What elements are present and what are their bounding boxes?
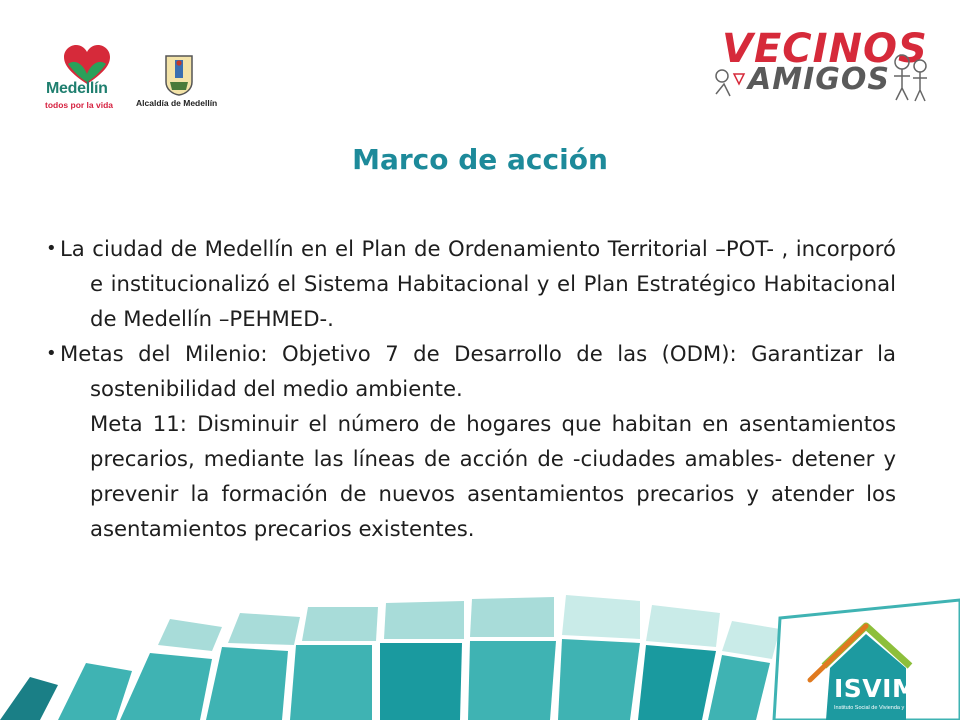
alcaldia-label: Alcaldía de Medellín [136, 98, 218, 108]
alcaldia-logo [136, 54, 236, 112]
bullet-item [46, 336, 896, 406]
isvimed-wordmark: ISVIMED [834, 674, 957, 703]
isvimed-subtitle: Instituto Social de Vivienda y Hábitat de Medellín [834, 705, 954, 711]
coat-of-arms-icon [164, 54, 194, 96]
paragraph-text: Meta 11: Disminuir el número de hogares que habitan en asentamientos precarios, mediante las líneas de acción de -ciudades amables- detener y prevenir la formación de nuevos asentamientos precarios y atender los asentamientos precarios existentes. [90, 411, 896, 541]
bullet-item [46, 231, 896, 336]
medellin-tagline: todos por la vida [45, 100, 114, 110]
bullet-marker: • [46, 343, 57, 364]
slide-body [46, 231, 896, 546]
bullet-text: La ciudad de Medellín en el Plan de Ordenamiento Territorial –POT- , incorporó e institucionalizó el Sistema Habitacional y el Plan Estratégico Habitacional de Medellín –PEHMED-. [60, 236, 896, 331]
amigos-wordmark: AMIGOS [748, 62, 890, 97]
bullet-marker: • [46, 238, 57, 259]
medellin-logo [40, 44, 135, 112]
bullet-text: Metas del Milenio: Objetivo 7 de Desarrollo de las (ODM): Garantizar la sostenibilidad del medio ambiente. [60, 341, 896, 401]
medellin-wordmark: Medellín [46, 80, 108, 97]
slide-title: Marco de acción [352, 143, 608, 176]
vecinos-amigos-logo [712, 26, 932, 106]
vecinos-wordmark: VECINOS [722, 26, 928, 72]
isvimed-logo [770, 592, 960, 720]
doodle-icon [712, 64, 752, 104]
sub-paragraph [46, 406, 896, 546]
children-icon [888, 50, 932, 104]
